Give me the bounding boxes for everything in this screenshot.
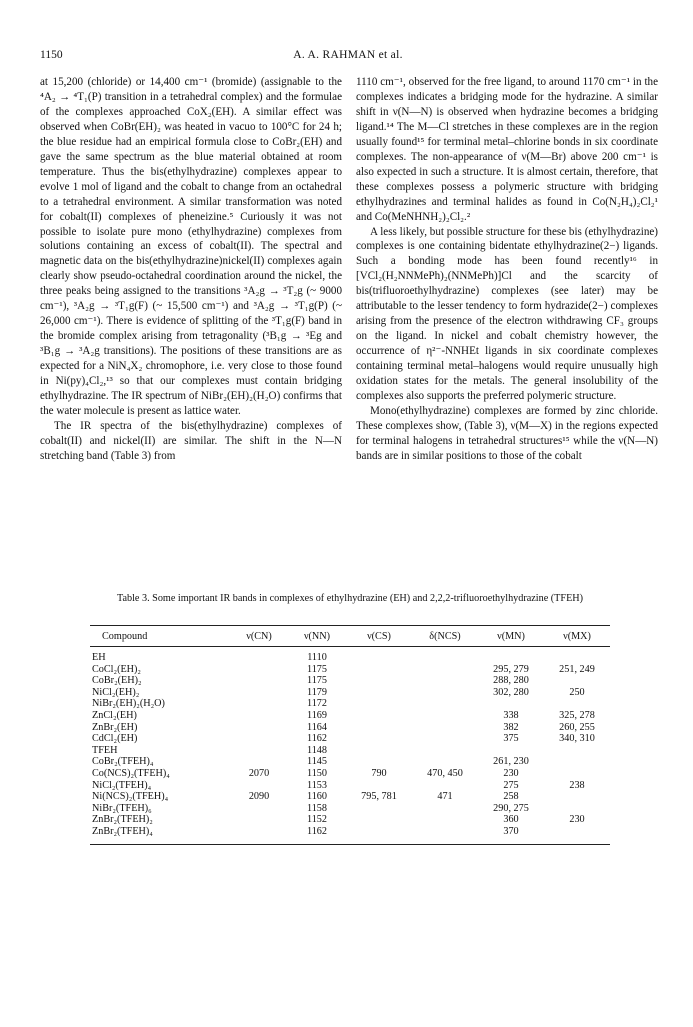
- compound-cell: ZnBr₂(TFEH)₄: [90, 826, 230, 844]
- band-value-cell: [230, 814, 288, 826]
- band-value-cell: 2090: [248, 791, 270, 803]
- compound-cell: CoBr₂(EH)₂: [92, 675, 142, 687]
- table-row: [90, 780, 610, 792]
- header-ncs: δ(NCS): [412, 626, 478, 647]
- table-row: [90, 814, 610, 826]
- band-value-cell: 1172: [307, 698, 327, 710]
- left-column: [40, 75, 342, 464]
- band-value-cell: 238: [569, 779, 585, 791]
- running-title: A. A. RAHMAN et al.: [293, 49, 403, 61]
- right-column: [356, 75, 658, 464]
- table-row: [90, 791, 610, 803]
- compound-cell: Co(NCS)₂(TFEH)₄: [92, 767, 170, 779]
- header-mn: ν(MN): [478, 626, 544, 647]
- band-value-cell: [230, 803, 288, 815]
- band-value-cell: [412, 664, 478, 676]
- band-value-cell: 795, 781: [361, 791, 397, 803]
- band-value-cell: 1162: [288, 826, 346, 844]
- table-row: [90, 756, 610, 768]
- band-value-cell: [544, 698, 610, 710]
- header-cn: ν(CN): [230, 626, 288, 647]
- band-value-cell: 258: [503, 791, 519, 803]
- band-value-cell: 250: [569, 686, 585, 698]
- band-value-cell: [346, 733, 412, 745]
- band-value-cell: [412, 710, 478, 722]
- band-value-cell: 1158: [307, 802, 327, 814]
- band-value-cell: [230, 733, 288, 745]
- table-row: [90, 826, 610, 844]
- band-value-cell: [544, 803, 610, 815]
- band-value-cell: [346, 647, 412, 664]
- band-value-cell: 1148: [307, 744, 327, 756]
- band-value-cell: 382: [503, 721, 519, 733]
- compound-cell: ZnBr₂(TFEH)₂: [92, 814, 153, 826]
- band-value-cell: 251, 249: [559, 663, 595, 675]
- band-value-cell: [544, 745, 610, 757]
- band-value-cell: [544, 768, 610, 780]
- band-value-cell: [230, 756, 288, 768]
- left-paragraph-1: at 15,200 (chloride) or 14,400 cm⁻¹ (bromide) (assignable to the ⁴A₂ → ⁴T₁(P) transition in a tetrahedral complex) and the formulae of the complexes approached CoX₂(EH). A similar effect was observed when CoBr(EH)₂ was heated in vacuo to 100°C for 24 h; the blue residue had an empirical formula close to CoBr₂(EH) and gave the same spectrum as the blue material obtained at room temperature. Thus the bis(ethylhydrazine) complexes appear to evolve 1 mol of ligand and the cobalt to change from an octahedral to a tetrahedral environment. A similar transformation was noted for cobalt(II) complexes of pheneizine.⁵ Curiously it was not possible to isolate pure mono (ethylhydrazine) complexes from solutions containing an excess of cobalt(II). The spectral and magnetic data on the bis(ethylhydrazine)nickel(II) complexes again clearly show pseudo-octahedral coordination around the nickel, the three peaks being assigned to the transitions ³A₂g → ³T₂g (~ 9000 cm⁻¹), ³A₂g → ³T₁g(F) (~ 15,500 cm⁻¹) and ³A₂g → ³T₁g(P) (~ 26,000 cm⁻¹). There is evidence of splitting of the ³T₁g(F) band in the bromide complex arising from tetragonality (³B₁g → ³Eg and ³B₁g → ³A₂g transitions). The positions of these transitions are as expected for a NiN₄X₂ chromophore, i.e. very close to those found in Ni(py)₄Cl₂,¹³ so that our complexes must contain bridging ethylhydrazine. The IR spectrum of NiBr₂(EH)₂(H₂O) confirms that the water molecule is present as lattice water.: [40, 76, 342, 417]
- compound-cell: CdCl₂(EH): [92, 733, 138, 745]
- band-value-cell: 1164: [307, 721, 327, 733]
- band-value-cell: 230: [569, 814, 585, 826]
- band-value-cell: 288, 280: [493, 675, 529, 687]
- band-value-cell: 338: [503, 709, 519, 721]
- band-value-cell: [230, 710, 288, 722]
- band-value-cell: [412, 814, 478, 826]
- band-value-cell: 1152: [307, 814, 327, 826]
- band-value-cell: 1160: [307, 791, 327, 803]
- band-value-cell: 290, 275: [493, 802, 529, 814]
- band-value-cell: 375: [503, 733, 519, 745]
- band-value-cell: 325, 278: [559, 709, 595, 721]
- band-value-cell: 471: [437, 791, 453, 803]
- table-body: [90, 647, 610, 845]
- compound-cell: CoBr₂(TFEH)₄: [92, 756, 154, 768]
- compound-cell: ZnCl₂(EH): [92, 709, 137, 721]
- compound-cell: NiBr₂(TFEH)₆: [92, 802, 152, 814]
- compound-cell: NiCl₂(TFEH)₄: [92, 779, 152, 791]
- header-compound: Compound: [90, 626, 230, 647]
- band-value-cell: [230, 675, 288, 687]
- table-row: [90, 733, 610, 745]
- band-value-cell: [230, 647, 288, 664]
- band-value-cell: [412, 647, 478, 664]
- band-value-cell: 1153: [307, 779, 327, 791]
- table-header-row: [90, 626, 610, 647]
- band-value-cell: [346, 710, 412, 722]
- band-value-cell: 1169: [307, 709, 327, 721]
- band-value-cell: [346, 756, 412, 768]
- compound-cell: NiBr₂(EH)₂(H₂O): [92, 698, 165, 710]
- right-paragraph-1: 1110 cm⁻¹, observed for the free ligand, to around 1170 cm⁻¹ in the complexes indicates a bridging mode for the hydrazine. A similar shift in ν(N—N) is observed when hydrazine becomes a bridging ligand.¹⁴ The M—Cl stretches in these complexes are in the region usually found¹⁵ for terminal metal–chlorine bonds in six coordinate complexes. The non-appearance of ν(M—Br) above 200 cm⁻¹ is also expected in such a structure. It is almost certain, therefore, that these complexes possess a polymeric structure with bridging ethylhydrazines and terminal halides as found in Co(N₂H₄)₂Cl₂¹ and Co(MeNHNH₂)₂Cl₂.²: [356, 76, 658, 223]
- band-value-cell: [346, 826, 412, 844]
- table-row: [90, 722, 610, 734]
- band-value-cell: 1175: [307, 675, 327, 687]
- band-value-cell: [412, 756, 478, 768]
- table-row: [90, 710, 610, 722]
- right-paragraph-3: Mono(ethylhydrazine) complexes are formed by zinc chloride. These complexes show, (Table 3), ν(M—X) in the regions expected for terminal halogens in tetrahedral structures¹⁵ while the ν(N—N) bands are in similar positions to those of the cobalt: [356, 404, 658, 462]
- table-row: [90, 687, 610, 699]
- band-value-cell: [412, 803, 478, 815]
- compound-cell: Ni(NCS)₂(TFEH)₄: [92, 791, 169, 803]
- band-value-cell: 261, 230: [493, 756, 529, 768]
- band-value-cell: [412, 675, 478, 687]
- compound-cell: NiCl₂(EH)₂: [92, 686, 140, 698]
- band-value-cell: [346, 814, 412, 826]
- band-value-cell: [346, 687, 412, 699]
- band-value-cell: 230: [503, 767, 519, 779]
- band-value-cell: [346, 780, 412, 792]
- table-row: [90, 745, 610, 757]
- band-value-cell: [346, 745, 412, 757]
- band-value-cell: 295, 279: [493, 663, 529, 675]
- band-value-cell: 302, 280: [493, 686, 529, 698]
- compound-cell: CoCl₂(EH)₂: [92, 663, 141, 675]
- band-value-cell: 340, 310: [559, 733, 595, 745]
- compound-cell: EH: [92, 652, 106, 663]
- band-value-cell: 2070: [248, 767, 270, 779]
- band-value-cell: [544, 756, 610, 768]
- compound-cell: TFEH: [92, 744, 118, 756]
- band-value-cell: [346, 664, 412, 676]
- band-value-cell: [412, 826, 478, 844]
- ir-bands-table: [90, 625, 610, 845]
- band-value-cell: 1179: [307, 686, 327, 698]
- band-value-cell: 1145: [307, 756, 327, 768]
- table-row: [90, 768, 610, 780]
- band-value-cell: [478, 698, 544, 710]
- band-value-cell: [544, 791, 610, 803]
- band-value-cell: [230, 664, 288, 676]
- band-value-cell: [230, 687, 288, 699]
- compound-cell: ZnBr₂(EH): [92, 721, 138, 733]
- band-value-cell: [478, 745, 544, 757]
- table-caption: Table 3. Some important IR bands in complexes of ethylhydrazine (EH) and 2,2,2-trifluoroethylhydrazine (TFEH): [116, 593, 584, 604]
- band-value-cell: 1175: [307, 663, 327, 675]
- band-value-cell: 1110: [307, 652, 327, 663]
- table-row: [90, 664, 610, 676]
- table-row: [90, 647, 610, 664]
- band-value-cell: 1162: [307, 733, 327, 745]
- band-value-cell: [412, 698, 478, 710]
- header-cs: ν(CS): [346, 626, 412, 647]
- band-value-cell: [412, 733, 478, 745]
- table-row: [90, 803, 610, 815]
- band-value-cell: 790: [371, 767, 387, 779]
- band-value-cell: [478, 647, 544, 664]
- left-paragraph-2: The IR spectra of the bis(ethylhydrazine) complexes of cobalt(II) and nickel(II) are similar. The shift in the N—N stretching band (Table 3) from: [40, 419, 342, 462]
- band-value-cell: 470, 450: [427, 767, 463, 779]
- band-value-cell: [346, 675, 412, 687]
- band-value-cell: 275: [503, 779, 519, 791]
- page-number: 1150: [40, 49, 63, 61]
- right-paragraph-2: A less likely, but possible structure for these bis (ethylhydrazine) complexes is one containing bidentate ethylhydrazine(2−) ligands. Such a bonding mode has been found recently¹⁶ in [VCl₂(H₂NNMePh)₂(NNMePh)]Cl and the scarcity of bis(trifluoroethylhydrazine) complexes (see later) may be attributable to the lesser tendency to form hydrazide(2−) complexes arising from the presence of the electron withdrawing CF₃ groups on the ligand. In nickel and cobalt chemistry however, the occurrence of η²⁻-NNHEt ligands in six coordinate complexes containing terminal metal–halogens would require unusually high oxidation states for the metals. The general insolubility of the complexes also supports the preferred polymeric structure.: [356, 225, 658, 403]
- band-value-cell: 370: [478, 826, 544, 844]
- band-value-cell: [544, 675, 610, 687]
- band-value-cell: [346, 722, 412, 734]
- band-value-cell: [544, 826, 610, 844]
- band-value-cell: [346, 803, 412, 815]
- band-value-cell: 260, 255: [559, 721, 595, 733]
- band-value-cell: [230, 722, 288, 734]
- band-value-cell: [230, 698, 288, 710]
- header-mx: ν(MX): [544, 626, 610, 647]
- band-value-cell: [544, 647, 610, 664]
- band-value-cell: [346, 698, 412, 710]
- band-value-cell: [412, 687, 478, 699]
- table-row: [90, 675, 610, 687]
- header-nn: ν(NN): [288, 626, 346, 647]
- band-value-cell: [412, 745, 478, 757]
- band-value-cell: [412, 780, 478, 792]
- band-value-cell: 1150: [307, 767, 327, 779]
- band-value-cell: [230, 745, 288, 757]
- band-value-cell: [412, 722, 478, 734]
- page-header: [40, 49, 656, 65]
- band-value-cell: [230, 780, 288, 792]
- band-value-cell: [230, 826, 288, 844]
- table-row: [90, 698, 610, 710]
- band-value-cell: 360: [503, 814, 519, 826]
